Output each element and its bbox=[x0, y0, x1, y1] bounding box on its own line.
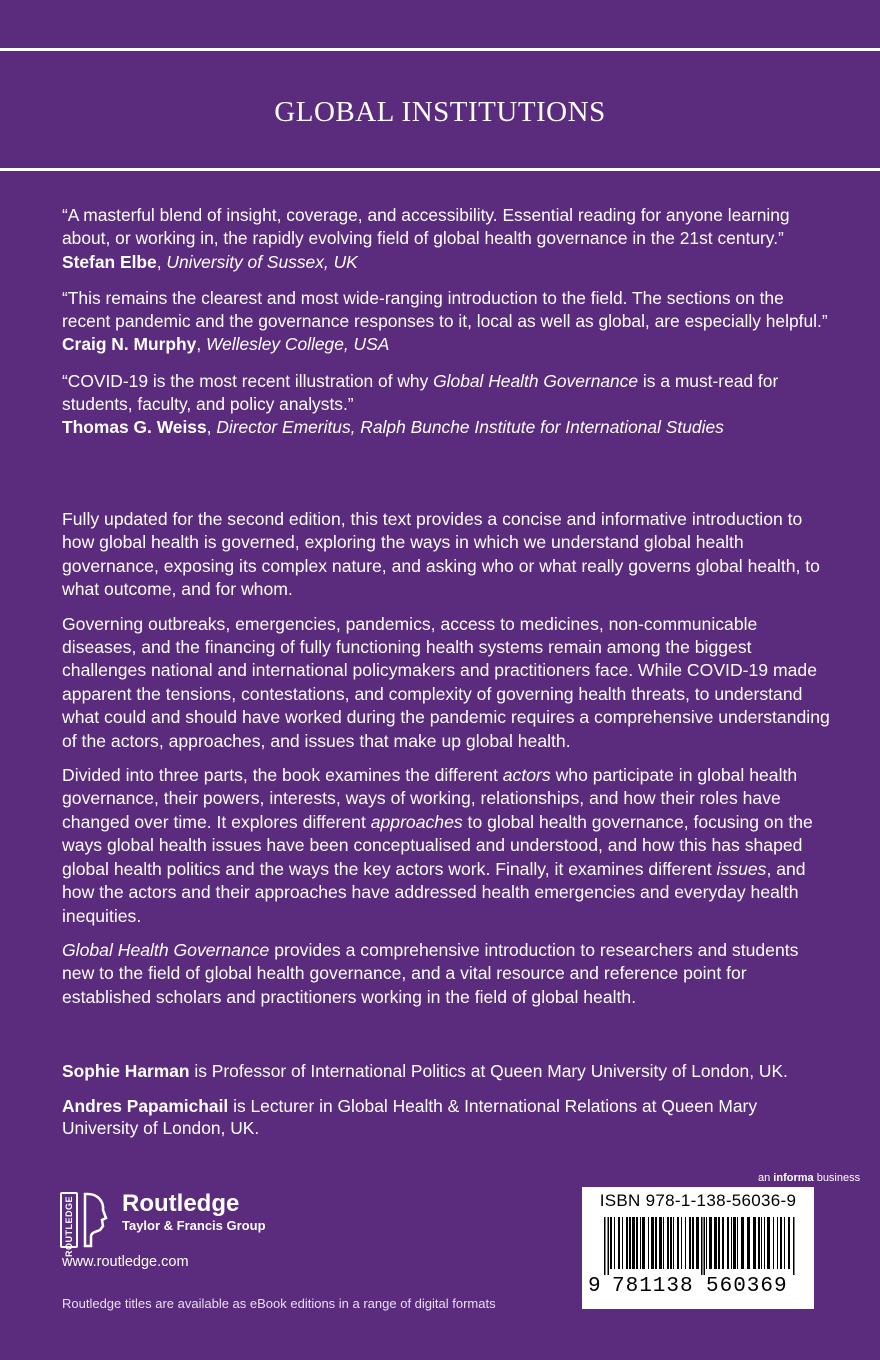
barcode-bar bbox=[731, 1217, 732, 1269]
barcode-bar bbox=[689, 1217, 691, 1269]
routledge-logo bbox=[60, 1190, 266, 1258]
barcode-bar bbox=[626, 1217, 628, 1269]
text-emphasis: issues bbox=[716, 858, 767, 879]
quote-author: Stefan Elbe bbox=[62, 251, 157, 272]
barcode-bar bbox=[718, 1217, 720, 1269]
endorsement-2 bbox=[62, 287, 832, 357]
barcode-bar bbox=[737, 1217, 738, 1269]
barcode-bar bbox=[701, 1217, 703, 1275]
barcode-bar bbox=[655, 1217, 657, 1269]
barcode-bar bbox=[714, 1217, 717, 1269]
endorsement-1 bbox=[62, 204, 832, 274]
text-part: to global health governance, focusing on the ways global health issues have been conceptualised and understood, and how this has shaped global health politics and the ways the key actors work. Finally, it examines different bbox=[62, 811, 813, 879]
barcode-bar bbox=[614, 1217, 615, 1269]
publisher-name: Routledge bbox=[122, 1190, 240, 1217]
author-bios bbox=[62, 1060, 832, 1152]
barcode-bar bbox=[741, 1217, 744, 1269]
brand-texts bbox=[122, 1192, 266, 1234]
profile-head-icon bbox=[82, 1192, 108, 1248]
series-title: GLOBAL INSTITUTIONS bbox=[274, 96, 606, 128]
barcode-bar bbox=[608, 1217, 610, 1275]
barcode-bars bbox=[604, 1217, 798, 1275]
barcode-bar bbox=[622, 1217, 623, 1269]
barcode-bar bbox=[673, 1217, 674, 1269]
quote-attribution: Thomas G. Weiss, Director Emeritus, Ralph Bunche Institute for International Studies bbox=[62, 417, 724, 438]
barcode-bar bbox=[733, 1217, 736, 1269]
ebook-note: Routledge titles are available as eBook editions in a range of digital formats bbox=[62, 1296, 496, 1311]
description-paragraph-1: Fully updated for the second edition, this text provides a concise and informative introduction to how global health is governed, exploring the ways in which we understand global health governance, exposing its complex nature, and asking who or what really governs global health, to what outcome, and for whom. bbox=[62, 509, 820, 600]
text-part: provides a comprehensive introduction to researchers and students new to the field of global health governance, and a vital resource and reference point for established scholars and practitioners working in the field of global health. bbox=[62, 939, 799, 1007]
quote-affiliation: Wellesley College, USA bbox=[205, 334, 390, 355]
barcode-bar bbox=[632, 1217, 635, 1269]
book-title: Global Health Governance bbox=[62, 939, 270, 960]
barcode-bar bbox=[659, 1217, 662, 1269]
quote-author: Craig N. Murphy bbox=[62, 334, 197, 355]
barcode-bar bbox=[636, 1217, 638, 1269]
quote-book-title: Global Health Governance bbox=[433, 370, 639, 391]
barcode-bar bbox=[692, 1217, 694, 1269]
barcode-bar bbox=[727, 1217, 729, 1269]
barcode-bar bbox=[629, 1217, 631, 1269]
quote-author: Thomas G. Weiss bbox=[62, 417, 207, 438]
barcode-bar bbox=[722, 1217, 724, 1269]
informa-suffix: business bbox=[813, 1172, 861, 1184]
endorsements bbox=[62, 204, 832, 453]
author-bio-text: is Lecturer in Global Health & International Relations at Queen Mary University of London, UK. bbox=[62, 1095, 758, 1138]
quote-text: “A masterful blend of insight, coverage, and accessibility. Essential reading for anyone learning about, or working in, the rapidly evolving field of global health governance in the 21st century.” bbox=[62, 205, 790, 249]
barcode-bar bbox=[753, 1217, 756, 1269]
routledge-vertical-mark bbox=[60, 1192, 78, 1258]
endorsement-3 bbox=[62, 370, 832, 440]
isbn-number: ISBN 978-1-138-56036-9 bbox=[599, 1191, 797, 1210]
barcode-bar bbox=[667, 1217, 669, 1269]
description-paragraph-4 bbox=[62, 939, 832, 1009]
publisher-logo bbox=[60, 1190, 266, 1258]
barcode-bar bbox=[651, 1217, 654, 1269]
top-rule bbox=[0, 48, 880, 51]
barcode-bar bbox=[780, 1217, 782, 1269]
publisher-group: Taylor & Francis Group bbox=[122, 1218, 266, 1233]
quote-affiliation: Director Emeritus, Ralph Bunche Institute for International Studies bbox=[216, 417, 724, 438]
author-bio-2 bbox=[62, 1095, 832, 1140]
informa-business-label bbox=[758, 1172, 860, 1184]
barcode-bar bbox=[788, 1217, 790, 1269]
author-bio-1 bbox=[62, 1060, 832, 1083]
quote-attribution: Stefan Elbe, University of Sussex, UK bbox=[62, 251, 358, 272]
barcode-bar bbox=[773, 1217, 774, 1269]
barcode-bar bbox=[709, 1217, 712, 1269]
barcode-bar bbox=[663, 1217, 664, 1269]
barcode-bar bbox=[696, 1217, 699, 1269]
barcode-bar bbox=[640, 1217, 641, 1269]
barcode-bar bbox=[685, 1217, 686, 1269]
barcode-bar bbox=[704, 1217, 706, 1275]
series-rule bbox=[0, 168, 880, 171]
quote-text bbox=[62, 370, 832, 417]
quote-text: “This remains the clearest and most wide-ranging introduction to the field. The sections on the recent pandemic and the governance responses to it, local as well as global, are especially helpful.” bbox=[62, 287, 828, 332]
barcode-bar bbox=[648, 1217, 649, 1269]
barcode-digits-left: 781138 bbox=[612, 1275, 694, 1298]
barcode-bar bbox=[618, 1217, 620, 1269]
barcode-bar bbox=[777, 1217, 778, 1269]
text-part: who participate in global health governance, their powers, interests, ways of working, relationships, and how their roles have changed over time. It explores different bbox=[62, 765, 798, 832]
barcode-digit-lead: 9 bbox=[588, 1275, 602, 1298]
routledge-mark-text: ROUTLEDGE bbox=[64, 1196, 74, 1258]
quote-affiliation: University of Sussex, UK bbox=[166, 251, 358, 272]
informa-brand: informa bbox=[773, 1172, 814, 1184]
quote-text-part: is a must-read for students, faculty, and policy analysts.” bbox=[62, 370, 779, 415]
text-part: , and how the actors and their approaches have addressed health emergencies and everyday health inequities. bbox=[62, 858, 806, 926]
description-paragraph-3 bbox=[62, 764, 832, 928]
author-name: Sophie Harman bbox=[62, 1061, 190, 1081]
text-emphasis: actors bbox=[502, 765, 551, 786]
barcode-bar bbox=[784, 1217, 785, 1269]
author-bio-text: is Professor of International Politics at Queen Mary University of London, UK. bbox=[189, 1061, 788, 1081]
barcode-bar bbox=[764, 1217, 765, 1269]
barcode-bar bbox=[642, 1217, 645, 1269]
informa-prefix: an bbox=[758, 1172, 774, 1184]
barcode-bar bbox=[610, 1217, 612, 1269]
barcode-bar bbox=[793, 1217, 795, 1275]
description-paragraph-2: Governing outbreaks, emergencies, pandemics, access to medicines, non-communicable diseases, and the financing of fully functioning health systems remain among the biggest challenges national and international policymakers and practitioners face. While COVID-19 made apparent the tensions, contestations, and complexity of governing health threats, to understand what could and should have worked during the pandemic requires a comprehensive understanding of the actors, approaches, and issues that make up global health. bbox=[62, 613, 830, 751]
quote-text-part: “COVID-19 is the most recent illustration of why bbox=[62, 370, 434, 391]
barcode-bar bbox=[758, 1217, 760, 1269]
isbn-barcode bbox=[582, 1187, 814, 1309]
text-emphasis: approaches bbox=[370, 811, 463, 832]
quote-attribution: Craig N. Murphy, Wellesley College, USA bbox=[62, 334, 390, 355]
book-description bbox=[62, 508, 832, 1020]
barcode-bar bbox=[767, 1217, 770, 1269]
barcode-bar bbox=[761, 1217, 762, 1269]
barcode-bar bbox=[681, 1217, 682, 1269]
publisher-website: www.routledge.com bbox=[62, 1254, 189, 1270]
barcode-bar bbox=[604, 1217, 606, 1275]
author-name: Andres Papamichail bbox=[62, 1095, 229, 1116]
barcode-bar bbox=[706, 1217, 707, 1269]
barcode-digits-right: 560369 bbox=[706, 1275, 788, 1298]
text-part: Divided into three parts, the book examines the different bbox=[62, 765, 503, 786]
barcode-bar bbox=[747, 1217, 750, 1269]
barcode-bar bbox=[670, 1217, 672, 1269]
barcode-bar bbox=[677, 1217, 679, 1269]
